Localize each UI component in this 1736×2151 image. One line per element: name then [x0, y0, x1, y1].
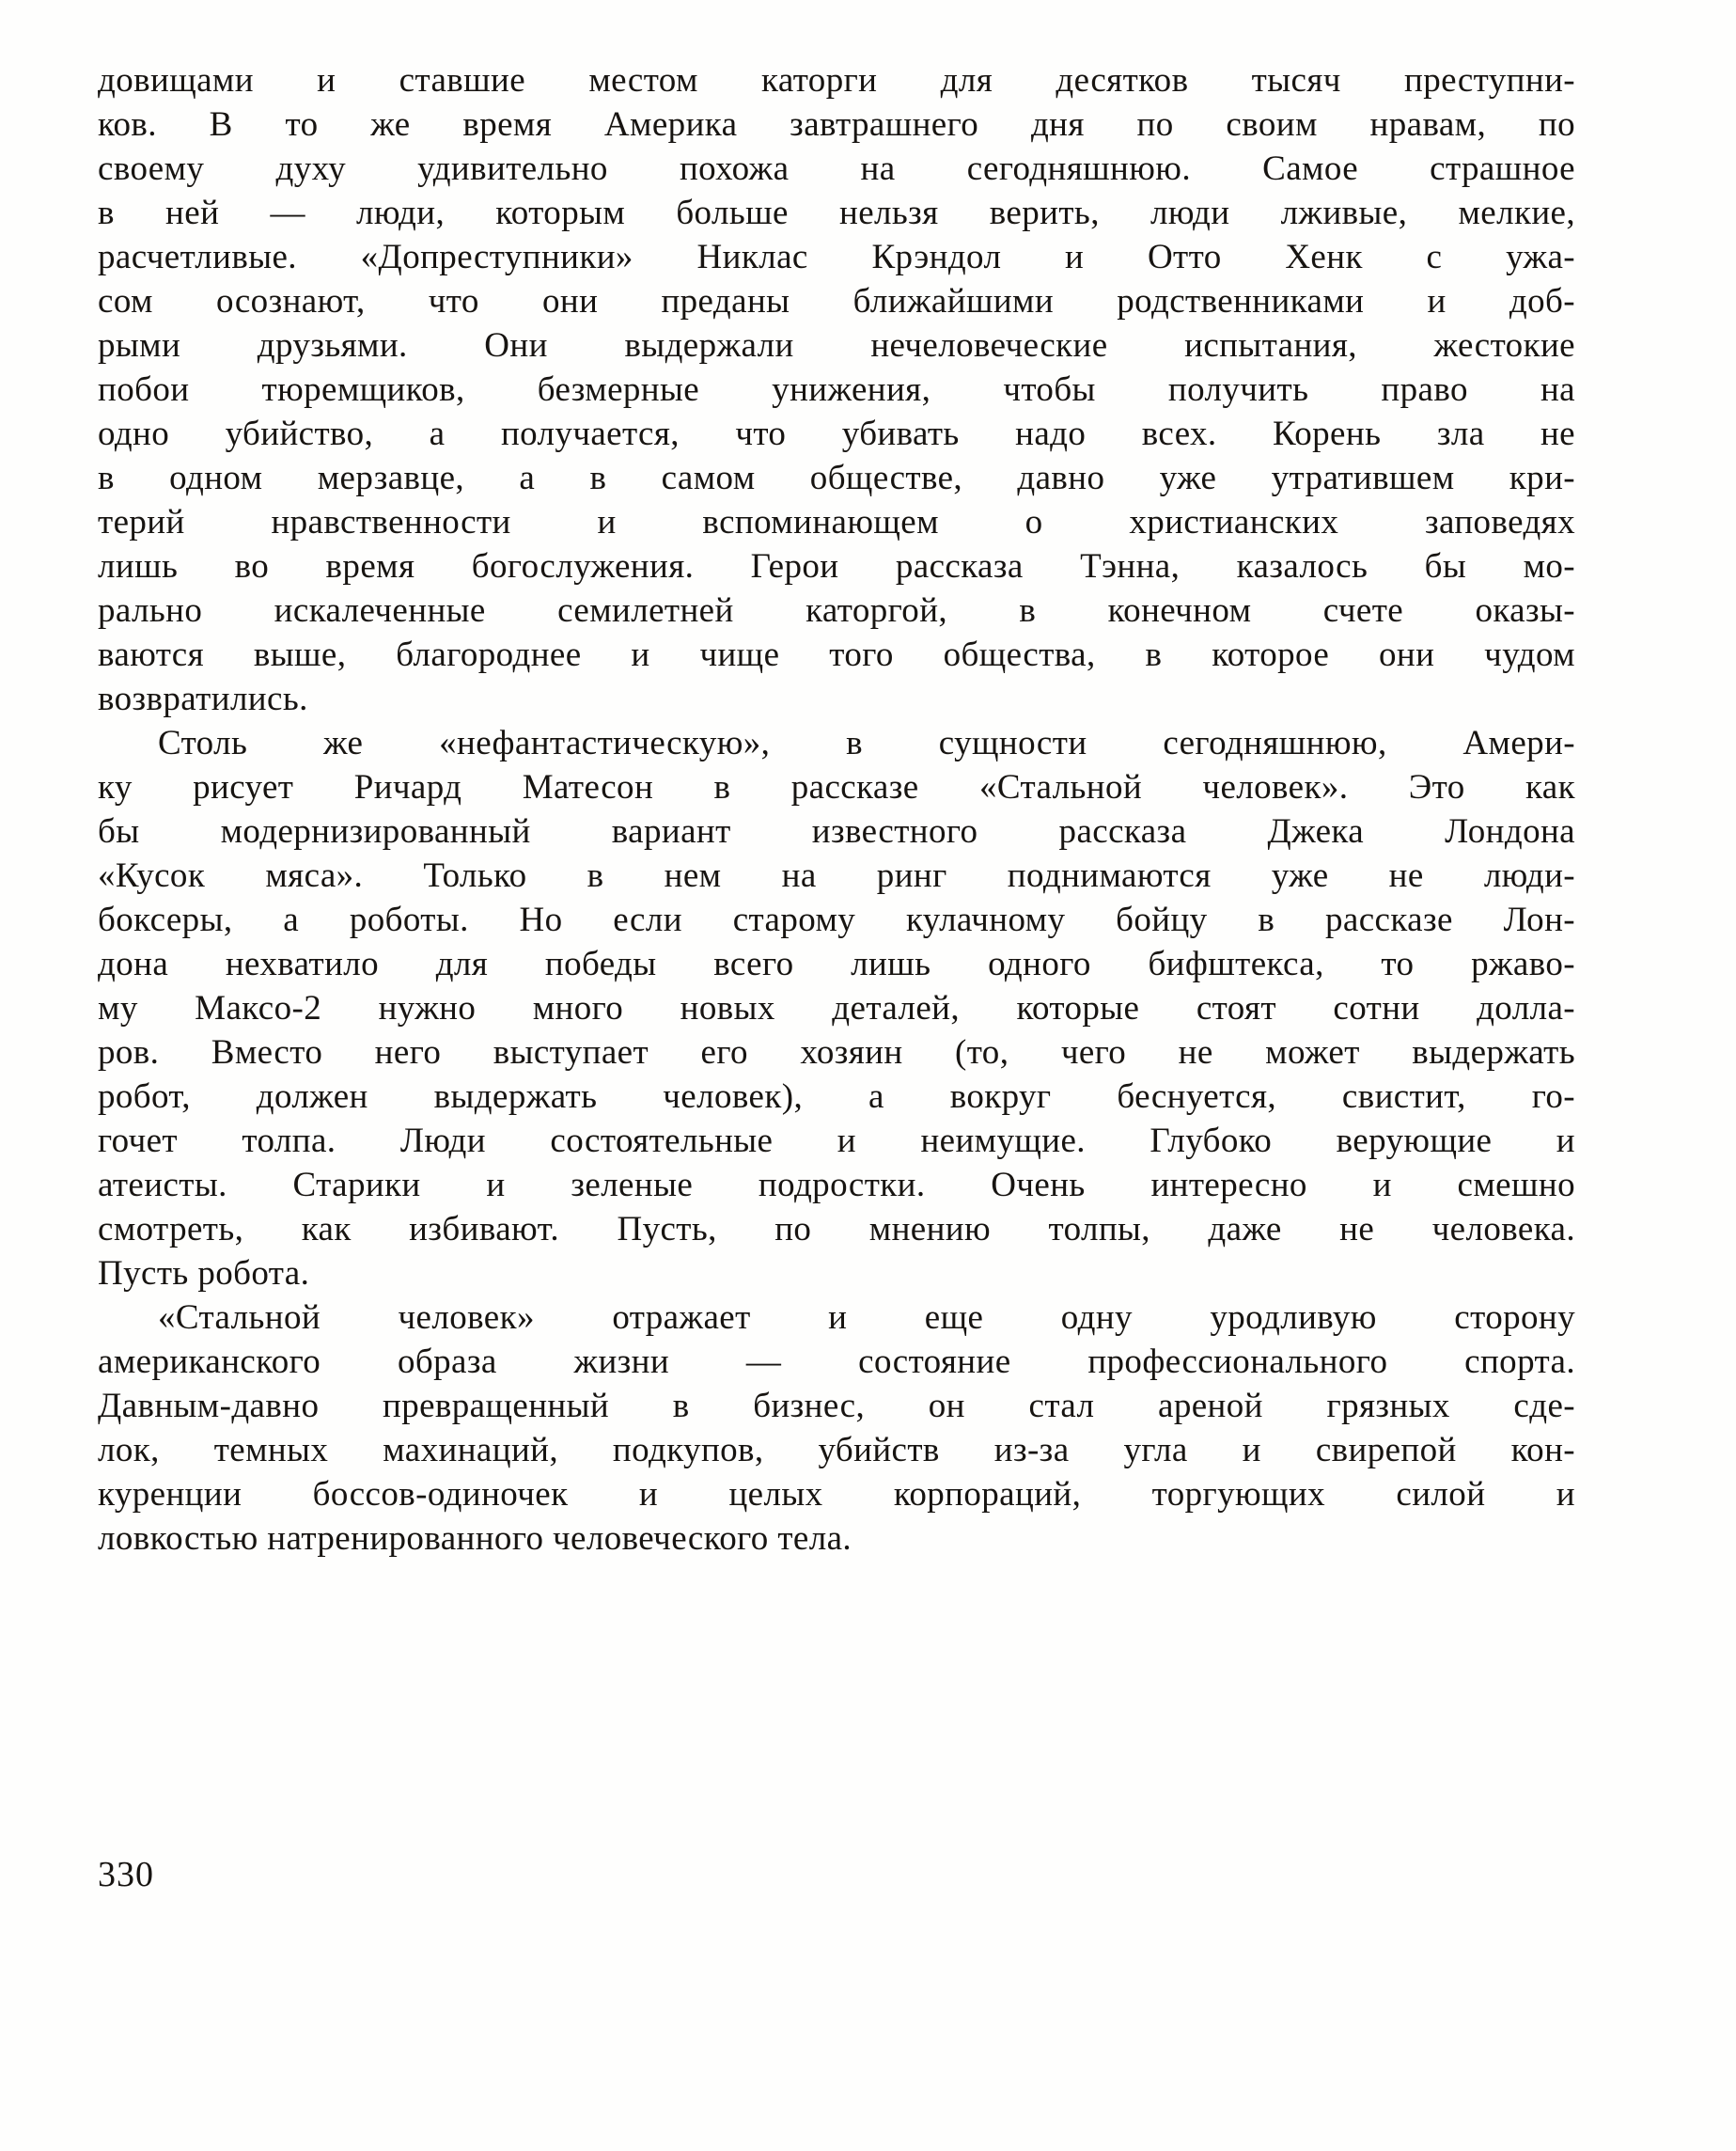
page-number: 330 — [98, 1855, 154, 1894]
text-line: рыми друзьями. Они выдержали нечеловеческие испытания, жестокие — [98, 326, 1575, 365]
paragraph — [98, 721, 1575, 1295]
text-line: робот, должен выдержать человек), а вокруг беснуется, свистит, го- — [98, 1077, 1575, 1116]
text-line: гочет толпа. Люди состоятельные и неимущие. Глубоко верующие и — [98, 1122, 1575, 1160]
text-line: возвратились. — [98, 680, 308, 718]
text-line: атеисты. Старики и зеленые подростки. Очень интересно и смешно — [98, 1166, 1575, 1204]
text-line: ваются выше, благороднее и чище того общества, в которое они чудом — [98, 636, 1575, 674]
text-line: куренции боссов-одиночек и целых корпораций, торгующих силой и — [98, 1475, 1575, 1514]
text-line: Давным-давно превращенный в бизнес, он стал ареной грязных сде- — [98, 1387, 1575, 1425]
text-line: бы модернизированный вариант известного рассказа Джека Лондона — [98, 812, 1575, 851]
text-line: «Стальной человек» отражает и еще одну уродливую сторону — [158, 1298, 1575, 1337]
text-line: расчетливые. «Допреступники» Никлас Крэндол и Отто Хенк с ужа- — [98, 238, 1575, 276]
text-line: Пусть робота. — [98, 1254, 310, 1293]
text-line: лишь во время богослужения. Герои рассказа Тэнна, казалось бы мо- — [98, 547, 1575, 586]
text-line: своему духу удивительно похожа на сегодняшнюю. Самое страшное — [98, 149, 1575, 188]
text-line: в ней — люди, которым больше нельзя верить, люди лживые, мелкие, — [98, 194, 1575, 232]
text-line: довищами и ставшие местом каторги для десятков тысяч преступни- — [98, 61, 1575, 100]
text-line: одно убийство, а получается, что убивать надо всех. Корень зла не — [98, 415, 1575, 453]
text-line: ков. В то же время Америка завтрашнего дня по своим нравам, по — [98, 105, 1575, 144]
paragraph — [98, 58, 1575, 721]
text-line: Столь же «нефантастическую», в сущности сегодняшнюю, Амери- — [158, 724, 1575, 762]
text-block — [98, 58, 1575, 1561]
text-line: «Кусок мяса». Только в нем на ринг поднимаются уже не люди- — [98, 856, 1575, 895]
text-line: в одном мерзавце, а в самом обществе, давно уже утратившем кри- — [98, 459, 1575, 497]
text-line: ку рисует Ричард Матесон в рассказе «Стальной человек». Это как — [98, 768, 1575, 807]
text-line: ловкостью натренированного человеческого тела. — [98, 1519, 852, 1558]
text-line: рально искалеченные семилетней каторгой, в конечном счете оказы- — [98, 591, 1575, 630]
text-line: побои тюремщиков, безмерные унижения, чтобы получить право на — [98, 370, 1575, 409]
text-line: дона нехватило для победы всего лишь одного бифштекса, то ржаво- — [98, 945, 1575, 983]
text-line: сом осознают, что они преданы ближайшими родственниками и доб- — [98, 282, 1575, 321]
text-line: американского образа жизни — состояние профессионального спорта. — [98, 1342, 1575, 1381]
text-line: лок, темных махинаций, подкупов, убийств из-за угла и свирепой кон- — [98, 1431, 1575, 1469]
text-line: терий нравственности и вспоминающем о христианских заповедях — [98, 503, 1575, 542]
text-line: смотреть, как избивают. Пусть, по мнению толпы, даже не человека. — [98, 1210, 1575, 1248]
paragraph — [98, 1295, 1575, 1561]
text-line: боксеры, а роботы. Но если старому кулачному бойцу в рассказе Лон- — [98, 901, 1575, 939]
text-line: ров. Вместо него выступает его хозяин (то, чего не может выдержать — [98, 1033, 1575, 1072]
text-line: му Максо-2 нужно много новых деталей, которые стоят сотни долла- — [98, 989, 1575, 1028]
